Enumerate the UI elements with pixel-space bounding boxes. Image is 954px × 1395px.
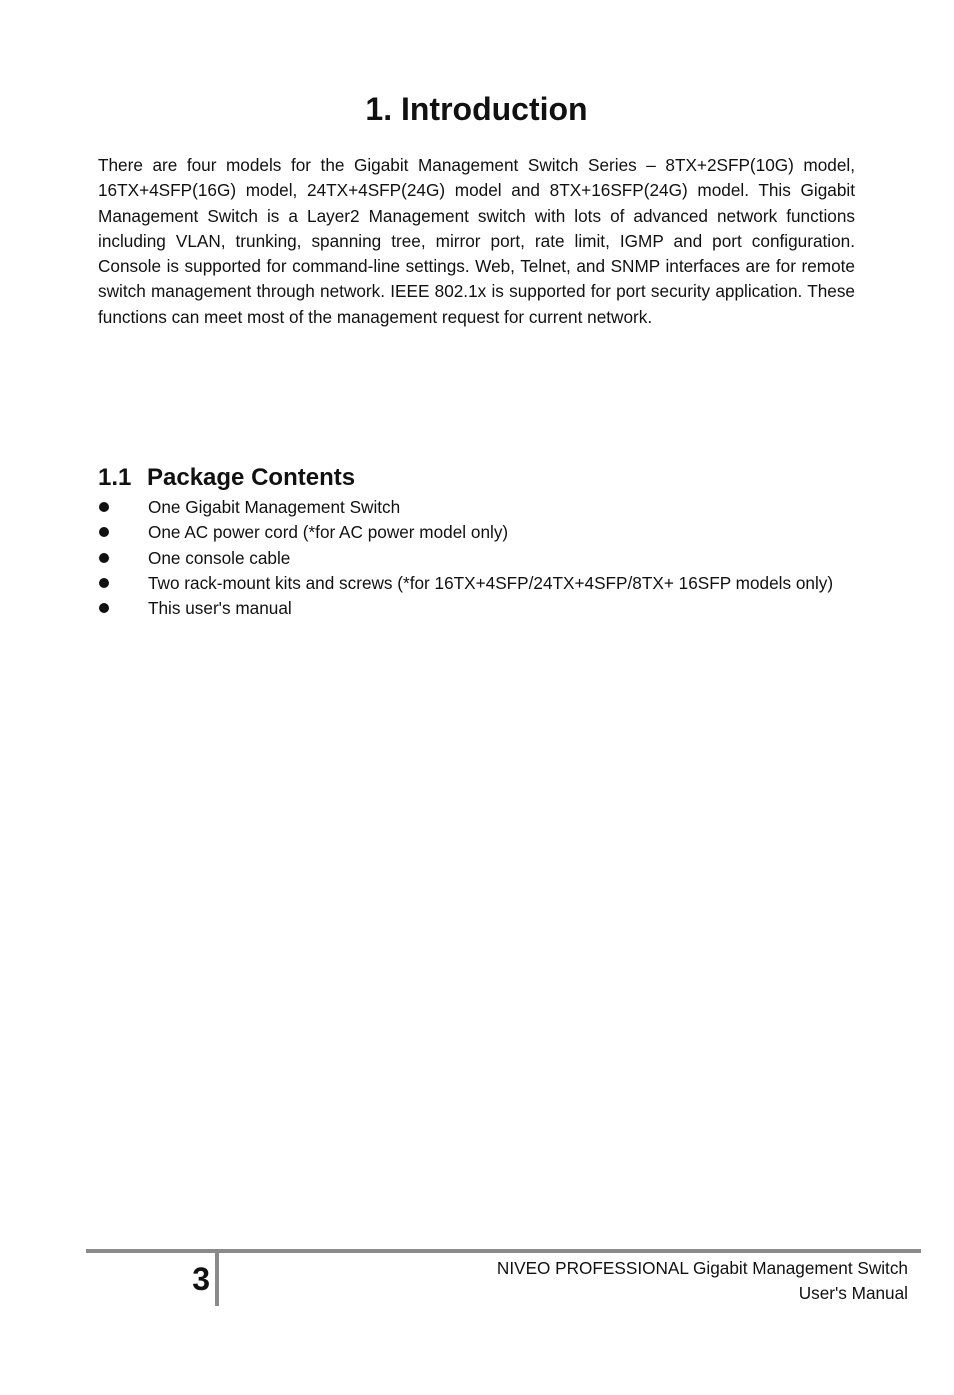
bullet-icon xyxy=(99,603,109,613)
package-contents-list xyxy=(98,495,855,621)
list-item xyxy=(98,495,855,520)
section-title xyxy=(98,462,355,494)
list-item-text: One AC power cord (*for AC power model only) xyxy=(148,522,509,543)
bullet-icon xyxy=(99,527,109,537)
list-item-text: This user's manual xyxy=(148,598,292,619)
intro-paragraph: There are four models for the Gigabit Management Switch Series – 8TX+2SFP(10G) model, 16TX+4SFP(16G) model, 24TX+4SFP(24G) model and 8TX+16SFP(24G) model. This Gigabit Management Switch is a Layer2 Management switch with lots of advanced network functions including VLAN, trunking, spanning tree, mirror port, rate limit, IGMP and port configuration. Console is supported for command-line settings. Web, Telnet, and SNMP interfaces are for remote switch management through network. IEEE 802.1x is supported for port security application. These functions can meet most of the management request for current network. xyxy=(98,155,855,327)
list-item xyxy=(98,596,855,621)
footer-vertical-divider xyxy=(215,1249,219,1306)
list-item xyxy=(98,520,855,545)
list-item-text: Two rack-mount kits and screws (*for 16TX+4SFP/24TX+4SFP/8TX+ 16SFP models only) xyxy=(148,572,834,593)
footer-title xyxy=(497,1256,908,1306)
section-number: 1.1 xyxy=(98,464,132,491)
footer-title-line-2: User's Manual xyxy=(798,1283,908,1303)
bullet-icon xyxy=(99,502,109,512)
footer-title-line-1: NIVEO PROFESSIONAL Gigabit Management Switch xyxy=(496,1258,908,1278)
section-title-text: Package Contents xyxy=(147,464,356,491)
footer-divider xyxy=(86,1249,921,1253)
bullet-icon xyxy=(99,578,109,588)
page-number: 3 xyxy=(192,1261,210,1297)
chapter-title: 1. Introduction xyxy=(365,91,588,127)
bullet-icon xyxy=(99,553,109,563)
list-item xyxy=(98,546,855,571)
list-item-text: One console cable xyxy=(148,547,291,568)
list-item-text: One Gigabit Management Switch xyxy=(148,497,401,517)
list-item xyxy=(98,571,855,596)
